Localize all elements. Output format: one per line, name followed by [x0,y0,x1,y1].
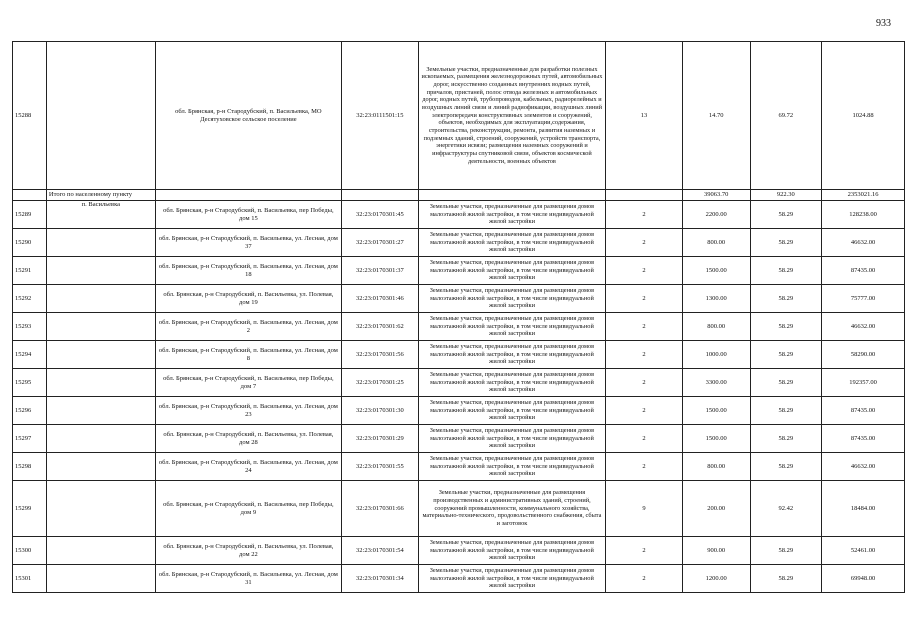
area-cell: 1500.00 [682,397,750,425]
purpose-cell: Земельные участки, предназначенные для размещения домов малоэтажной жилой застройки, в том числе индивидуальной жилой застройки [418,313,605,341]
settlement-cell [46,369,155,397]
address-cell: обл. Брянская, р-н Стародубский, п. Васильевка, ул. Лесная, дом 8 [155,341,341,369]
cadastral-number: 32:23:0170301:55 [341,453,418,481]
area-cell: 1500.00 [682,425,750,453]
value-cell: 69948.00 [822,565,905,593]
cadastral-number: 32:23:0170301:54 [341,537,418,565]
cadastral-number: 32:23:0111501:15 [341,42,418,190]
cadastral-number: 32:23:0170301:46 [341,285,418,313]
total-label: Итого по населенному пункту [46,190,155,201]
address-cell: обл. Брянская, р-н Стародубский, п. Васильевка, пер Победы, дом 7 [155,369,341,397]
settlement-cell [46,537,155,565]
table-row [13,425,905,453]
value-cell: 58290.00 [822,341,905,369]
row-number: 15300 [13,537,47,565]
empty-cell [13,190,47,201]
purpose-cell: Земельные участки, предназначенные для размещения домов малоэтажной жилой застройки, в том числе индивидуальной жилой застройки [418,537,605,565]
table-row [13,42,905,190]
address-cell: обл. Брянская, р-н Стародубский, п. Васильевка, ул. Лесная, дом 31 [155,565,341,593]
cadastral-number: 32:23:0170301:37 [341,257,418,285]
address-cell: обл. Брянская, р-н Стародубский, п. Васильевка, ул. Лесная, дом 2 [155,313,341,341]
cadastral-number: 32:23:0170301:45 [341,201,418,229]
table-row [13,257,905,285]
row-number: 15299 [13,481,47,537]
cadastral-number: 32:23:0170301:56 [341,341,418,369]
rate-cell: 58.29 [750,397,822,425]
address-cell: обл. Брянская, р-н Стародубский, п. Васильевка, МО Десятуховское сельское поселение [155,42,341,190]
purpose-cell: Земельные участки, предназначенные для размещения домов малоэтажной жилой застройки, в том числе индивидуальной жилой застройки [418,425,605,453]
code-cell: 2 [606,397,683,425]
area-cell: 200.00 [682,481,750,537]
purpose-cell: Земельные участки, предназначенные для размещения домов малоэтажной жилой застройки, в том числе индивидуальной жилой застройки [418,285,605,313]
area-cell: 14.70 [682,42,750,190]
settlement-cell: п. Васильевка [46,201,155,229]
value-cell: 1024.88 [822,42,905,190]
purpose-cell: Земельные участки, предназначенные для разработки полезных ископаемых, размещения железнодорожных путей, автомобильных дорог, искусственно созданных внутренних водных путей, причалов, пристаней, полос отвода железных и автомобильных дорог, водных путей, трубопроводов, кабельных, радиорелейных и воздушных линий связи и линий радиофикации, воздушных линий электропередачи конструктивных элементов и сооружений, объектов, необходимых для эксплуатации,содержания, строительства, реконструкции, ремонта, развития наземных и подземных зданий, строений, сооружений, устройств транспорта, энергетики исвязи; размещения наземных сооружений и инфраструктуры спутниковой связи, объектов космической деятельности, военных объектов [418,42,605,190]
code-cell: 2 [606,313,683,341]
total-value: 2353021.16 [822,190,905,201]
code-cell: 2 [606,369,683,397]
row-number: 15289 [13,201,47,229]
address-cell: обл. Брянская, р-н Стародубский, п. Васильевка, ул. Лесная, дом 24 [155,453,341,481]
area-cell: 1200.00 [682,565,750,593]
code-cell: 9 [606,481,683,537]
purpose-cell: Земельные участки, предназначенные для размещения домов малоэтажной жилой застройки, в том числе индивидуальной жилой застройки [418,229,605,257]
page-number: 933 [876,18,891,29]
area-cell: 3300.00 [682,369,750,397]
code-cell: 2 [606,257,683,285]
rate-cell: 92.42 [750,481,822,537]
code-cell: 13 [606,42,683,190]
value-cell: 52461.00 [822,537,905,565]
settlement-cell [46,565,155,593]
row-number: 15290 [13,229,47,257]
row-number: 15295 [13,369,47,397]
table-row [13,453,905,481]
cadastral-number: 32:23:0170301:30 [341,397,418,425]
row-number: 15297 [13,425,47,453]
value-cell: 18484.00 [822,481,905,537]
table-row [13,481,905,537]
row-number: 15293 [13,313,47,341]
table-row [13,201,905,229]
empty-cell [606,190,683,201]
address-cell: обл. Брянская, р-н Стародубский, п. Васильевка, пер Победы, дом 9 [155,481,341,537]
value-cell: 192357.00 [822,369,905,397]
code-cell: 2 [606,285,683,313]
rate-cell: 69.72 [750,42,822,190]
value-cell: 75777.00 [822,285,905,313]
settlement-cell [46,285,155,313]
purpose-cell: Земельные участки, предназначенные для размещения домов малоэтажной жилой застройки, в том числе индивидуальной жилой застройки [418,201,605,229]
value-cell: 128238.00 [822,201,905,229]
value-cell: 87435.00 [822,397,905,425]
address-cell: обл. Брянская, р-н Стародубский, п. Васильевка, ул. Лесная, дом 23 [155,397,341,425]
settlement-cell [46,481,155,537]
value-cell: 46632.00 [822,453,905,481]
code-cell: 2 [606,201,683,229]
settlement-cell [46,257,155,285]
row-number: 15298 [13,453,47,481]
land-register-table [12,41,905,593]
area-cell: 2200.00 [682,201,750,229]
address-cell: обл. Брянская, р-н Стародубский, п. Васильевка, ул. Полевая, дом 28 [155,425,341,453]
code-cell: 2 [606,229,683,257]
rate-cell: 58.29 [750,369,822,397]
table-row [13,537,905,565]
purpose-cell: Земельные участки, предназначенные для размещения производственных и административных зданий, строений, сооружений промышленности, коммунального хозяйства, материально-технического, продовольственного снабжения, сбыта и заготовок [418,481,605,537]
table-row [13,229,905,257]
address-cell: обл. Брянская, р-н Стародубский, п. Васильевка, пер Победы, дом 15 [155,201,341,229]
rate-cell: 58.29 [750,565,822,593]
empty-cell [418,190,605,201]
cadastral-number: 32:23:0170301:62 [341,313,418,341]
value-cell: 46632.00 [822,313,905,341]
table-row [13,285,905,313]
settlement-cell [46,42,155,190]
settlement-cell [46,229,155,257]
table-row [13,369,905,397]
purpose-cell: Земельные участки, предназначенные для размещения домов малоэтажной жилой застройки, в том числе индивидуальной жилой застройки [418,453,605,481]
total-area: 39063.70 [682,190,750,201]
purpose-cell: Земельные участки, предназначенные для размещения домов малоэтажной жилой застройки, в том числе индивидуальной жилой застройки [418,369,605,397]
settlement-cell [46,397,155,425]
rate-cell: 58.29 [750,257,822,285]
purpose-cell: Земельные участки, предназначенные для размещения домов малоэтажной жилой застройки, в том числе индивидуальной жилой застройки [418,341,605,369]
rate-cell: 58.29 [750,313,822,341]
code-cell: 2 [606,565,683,593]
row-number: 15291 [13,257,47,285]
settlement-cell [46,425,155,453]
area-cell: 800.00 [682,313,750,341]
row-number: 15294 [13,341,47,369]
purpose-cell: Земельные участки, предназначенные для размещения домов малоэтажной жилой застройки, в том числе индивидуальной жилой застройки [418,565,605,593]
rate-cell: 58.29 [750,537,822,565]
cadastral-number: 32:23:0170301:66 [341,481,418,537]
table-row [13,313,905,341]
row-number: 15292 [13,285,47,313]
address-cell: обл. Брянская, р-н Стародубский, п. Васильевка, ул. Лесная, дом 37 [155,229,341,257]
empty-cell [341,190,418,201]
purpose-cell: Земельные участки, предназначенные для размещения домов малоэтажной жилой застройки, в том числе индивидуальной жилой застройки [418,397,605,425]
settlement-cell [46,453,155,481]
table-row [13,397,905,425]
cadastral-number: 32:23:0170301:27 [341,229,418,257]
settlement-cell [46,341,155,369]
rate-cell: 58.29 [750,425,822,453]
settlement-cell [46,313,155,341]
address-cell: обл. Брянская, р-н Стародубский, п. Васильевка, ул. Лесная, дом 18 [155,257,341,285]
total-rate: 922.30 [750,190,822,201]
value-cell: 87435.00 [822,425,905,453]
code-cell: 2 [606,425,683,453]
empty-cell [155,190,341,201]
value-cell: 87435.00 [822,257,905,285]
address-cell: обл. Брянская, р-н Стародубский, п. Васильевка, ул. Полевая, дом 22 [155,537,341,565]
area-cell: 800.00 [682,453,750,481]
row-number: 15288 [13,42,47,190]
rate-cell: 58.29 [750,453,822,481]
area-cell: 1000.00 [682,341,750,369]
area-cell: 800.00 [682,229,750,257]
cadastral-number: 32:23:0170301:29 [341,425,418,453]
cadastral-number: 32:23:0170301:25 [341,369,418,397]
area-cell: 900.00 [682,537,750,565]
table-row [13,565,905,593]
cadastral-number: 32:23:0170301:34 [341,565,418,593]
value-cell: 46632.00 [822,229,905,257]
purpose-cell: Земельные участки, предназначенные для размещения домов малоэтажной жилой застройки, в том числе индивидуальной жилой застройки [418,257,605,285]
code-cell: 2 [606,537,683,565]
code-cell: 2 [606,453,683,481]
rate-cell: 58.29 [750,285,822,313]
area-cell: 1500.00 [682,257,750,285]
address-cell: обл. Брянская, р-н Стародубский, п. Васильевка, ул. Полевая, дом 19 [155,285,341,313]
row-number: 15296 [13,397,47,425]
rate-cell: 58.29 [750,229,822,257]
rate-cell: 58.29 [750,341,822,369]
code-cell: 2 [606,341,683,369]
table-row [13,341,905,369]
area-cell: 1300.00 [682,285,750,313]
rate-cell: 58.29 [750,201,822,229]
total-row [13,190,905,201]
row-number: 15301 [13,565,47,593]
